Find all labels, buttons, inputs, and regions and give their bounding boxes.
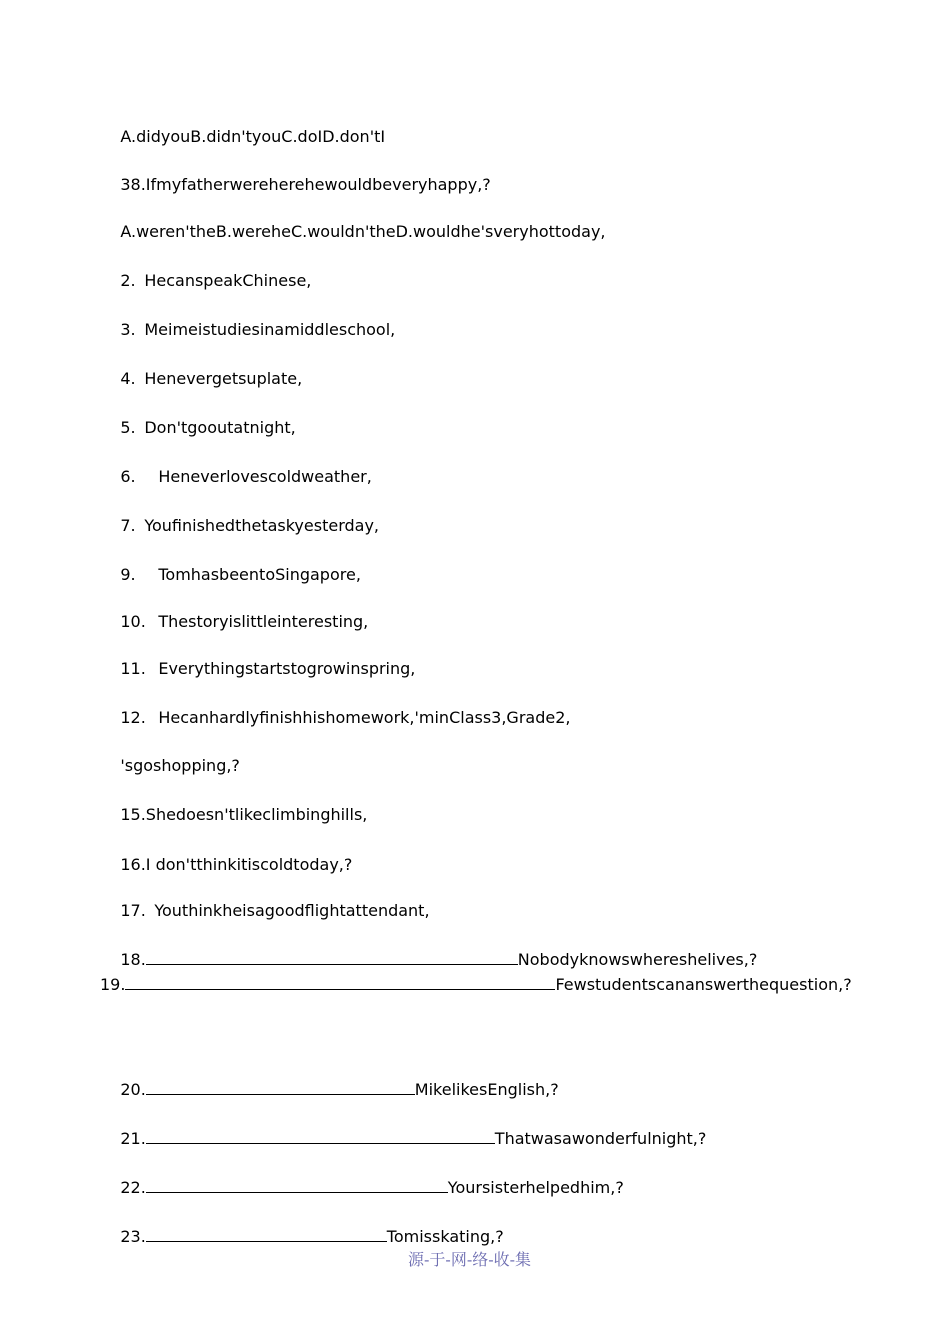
line-text: Thestoryislittleinteresting, xyxy=(158,612,369,631)
footer-watermark: 源-于-网-络-收-集 xyxy=(408,1250,532,1269)
line-text: Heneverlovescoldweather, xyxy=(158,467,372,486)
question-number: 12. xyxy=(120,708,146,727)
question-number: 3. xyxy=(120,320,136,339)
question-number: 6. xyxy=(120,467,136,486)
question-number: 4. xyxy=(120,369,136,388)
line-text: Thatwasawonderfulnight,? xyxy=(494,1129,707,1148)
line-text: 'sgoshopping,? xyxy=(120,756,240,775)
line-text: Everythingstartstogrowinspring, xyxy=(158,659,416,678)
question-number: 2. xyxy=(120,271,136,290)
line-text: Nobodyknowswhereshelives,? xyxy=(517,950,758,969)
line-text: A.weren'theB.wereheC.wouldn'theD.wouldhe'sveryhottoday, xyxy=(120,222,606,241)
question-number: 22. xyxy=(120,1178,146,1197)
answer-blank[interactable] xyxy=(125,975,555,990)
line-text: Hecanhardlyfinishhishomework,'minClass3,Grade2, xyxy=(158,708,571,727)
question-number: 17. xyxy=(120,901,146,920)
line-text: Meimeistudiesinamiddleschool, xyxy=(144,320,396,339)
question-number: 11. xyxy=(120,659,146,678)
blank-question-line xyxy=(100,974,852,996)
question-number: 21. xyxy=(120,1129,146,1148)
question-number: 20. xyxy=(120,1080,146,1099)
line-text: MikelikesEnglish,? xyxy=(414,1080,559,1099)
line-text: 38.Ifmyfatherwereherehewouldbeveryhappy,? xyxy=(120,175,491,194)
line-text: 16.I don'tthinkitiscoldtoday,? xyxy=(120,855,353,874)
question-number: 9. xyxy=(120,565,136,584)
question-number: 19. xyxy=(100,975,126,994)
answer-blank[interactable] xyxy=(146,1129,495,1144)
line-text: Youfinishedthetaskyesterday, xyxy=(144,516,380,535)
line-text: Yoursisterhelpedhim,? xyxy=(447,1178,624,1197)
answer-blank[interactable] xyxy=(146,1178,448,1193)
line-text: A.didyouB.didn'tyouC.doID.don'tI xyxy=(120,127,386,146)
line-text: Henevergetsuplate, xyxy=(144,369,303,388)
question-number: 18. xyxy=(120,950,146,969)
line-text: TomhasbeentoSingapore, xyxy=(158,565,361,584)
answer-blank[interactable] xyxy=(146,950,518,965)
answer-blank[interactable] xyxy=(146,1227,387,1242)
answer-blank[interactable] xyxy=(146,1080,415,1095)
line-text: Fewstudentscananswerthequestion,? xyxy=(555,975,852,994)
question-number: 23. xyxy=(120,1227,146,1246)
question-number: 10. xyxy=(120,612,146,631)
line-text: HecanspeakChinese, xyxy=(144,271,312,290)
line-text: Youthinkheisagoodflightattendant, xyxy=(154,901,430,920)
question-number: 5. xyxy=(120,418,136,437)
line-text: Don'tgooutatnight, xyxy=(144,418,296,437)
line-text: Tomisskating,? xyxy=(386,1227,504,1246)
question-number: 7. xyxy=(120,516,136,535)
line-text: 15.Shedoesn'tlikeclimbinghills, xyxy=(120,805,368,824)
